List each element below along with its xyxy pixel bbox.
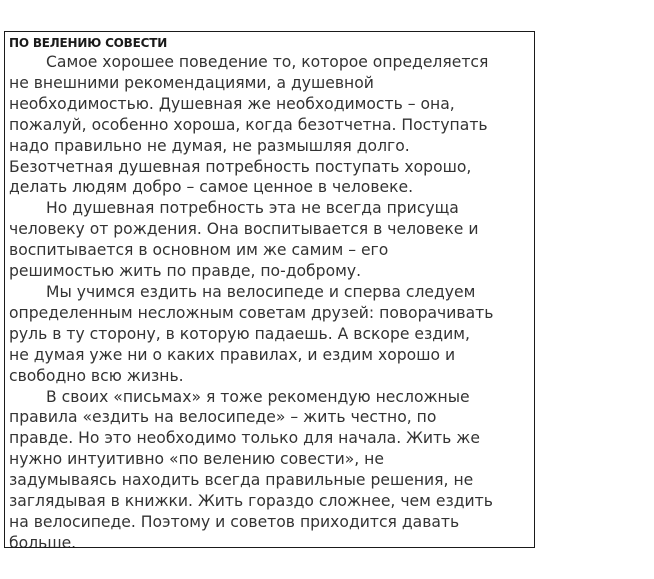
- paragraph-line: пожалуй, особенно хороша, когда безотчетна. Поступать: [9, 115, 488, 134]
- paragraph-line: определенным несложным советам друзей: поворачивать: [9, 303, 494, 322]
- paragraph-line: воспитывается в основном им же самим – его: [9, 241, 389, 260]
- paragraph-line: не думая уже ни о каких правилах, и ездим хорошо и: [9, 345, 456, 364]
- paragraph-line: нужно интуитивно «по велению совести», не: [9, 450, 384, 469]
- paragraph-first-line: Но душевная потребность эта не всегда присуща: [46, 199, 459, 218]
- paragraph-first-line: Самое хорошее поведение то, которое определяется: [46, 53, 489, 71]
- paragraph-line: решимостью жить по правде, по-доброму.: [9, 262, 362, 281]
- paragraph-line: делать людям добро – самое ценное в человеке.: [9, 178, 414, 197]
- paragraph-line: свободно всю жизнь.: [9, 366, 184, 385]
- paragraph-first-line: В своих «письмах» я тоже рекомендую несложные: [46, 387, 470, 406]
- paragraph-line: необходимостью. Душевная же необходимость – она,: [9, 94, 455, 113]
- document-title: ПО ВЕЛЕНИЮ СОВЕСТИ: [9, 36, 168, 50]
- paragraph-line: больше.: [9, 533, 77, 548]
- document-body: [9, 52, 534, 548]
- paragraph-line: не внешними рекомендациями, а душевной: [9, 73, 374, 92]
- paragraph-line: правила «ездить на велосипеде» – жить честно, по: [9, 408, 437, 427]
- paragraph-first-line: Мы учимся ездить на велосипеде и сперва следуем: [46, 282, 476, 301]
- paragraph-line: надо правильно не думая, не размышляя долго.: [9, 136, 410, 155]
- paragraph-line: человеку от рождения. Она воспитывается в человеке и: [9, 220, 479, 239]
- paragraph-line: задумываясь находить всегда правильные решения, не: [9, 471, 474, 490]
- paragraph-line: Безотчетная душевная потребность поступать хорошо,: [9, 157, 472, 176]
- paragraph-line: заглядывая в книжки. Жить гораздо сложнее, чем ездить: [9, 492, 493, 511]
- paragraph-line: на велосипеде. Поэтому и советов приходится давать: [9, 512, 460, 531]
- paragraph-line: правде. Но это необходимо только для начала. Жить же: [9, 429, 480, 448]
- document-frame: [4, 31, 535, 548]
- paragraph-line: руль в ту сторону, в которую падаешь. А вскоре ездим,: [9, 324, 470, 343]
